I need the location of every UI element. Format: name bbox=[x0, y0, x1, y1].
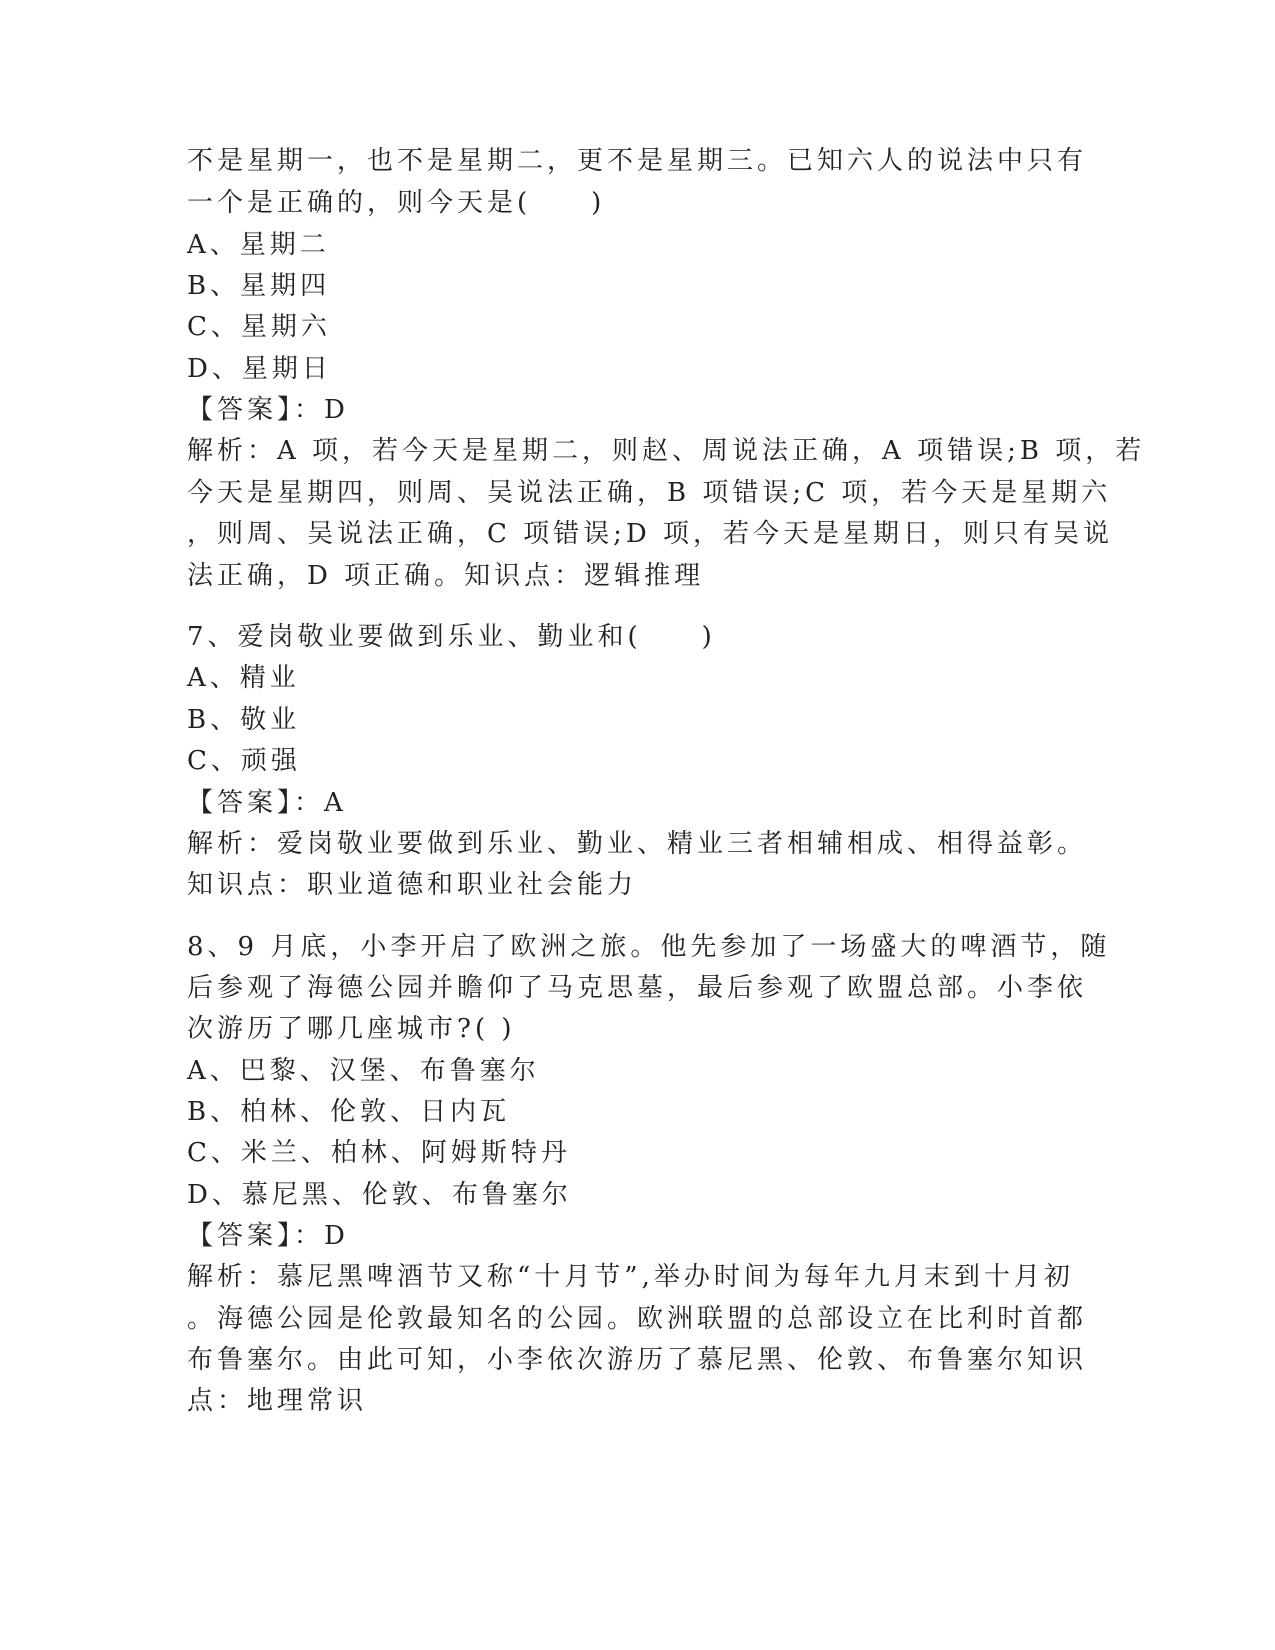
q8-analysis-line-3: 布鲁塞尔。由此可知，小李依次游历了慕尼黑、伦敦、布鲁塞尔知识 bbox=[187, 1345, 1088, 1375]
q8-analysis-line-2: 。海德公园是伦敦最知名的公园。欧洲联盟的总部设立在比利时首都 bbox=[187, 1304, 1088, 1334]
q6-option-a: A、星期二 bbox=[187, 230, 330, 260]
q8-answer: 【答案】：D bbox=[187, 1221, 349, 1251]
q8-stem-line-2: 后参观了海德公园并瞻仰了马克思墓，最后参观了欧盟总部。小李依 bbox=[187, 973, 1088, 1003]
q6-answer: 【答案】：D bbox=[187, 395, 349, 425]
q6-option-c: C、星期六 bbox=[187, 312, 331, 342]
q8-option-b: B、柏林、伦敦、日内瓦 bbox=[187, 1097, 511, 1127]
q7-answer: 【答案】：A bbox=[187, 788, 347, 818]
q6-option-d: D、星期日 bbox=[187, 354, 332, 384]
q7-analysis-line-1: 解析：爱岗敬业要做到乐业、勤业、精业三者相辅相成、相得益彰。 bbox=[187, 829, 1088, 859]
q8-option-d: D、慕尼黑、伦敦、布鲁塞尔 bbox=[187, 1180, 572, 1210]
q6-analysis-line-2: 今天是星期四，则周、吴说法正确，B 项错误;C 项，若今天是星期六 bbox=[187, 478, 1112, 508]
q7-option-c: C、顽强 bbox=[187, 746, 301, 776]
q6-stem-line-1: 不是星期一，也不是星期二，更不是星期三。已知六人的说法中只有 bbox=[187, 146, 1088, 176]
q8-option-a: A、巴黎、汉堡、布鲁塞尔 bbox=[187, 1056, 540, 1086]
q6-analysis-line-1: 解析：A 项，若今天是星期二，则赵、周说法正确，A 项错误;B 项，若 bbox=[187, 436, 1146, 466]
q8-analysis-line-1: 解析：慕尼黑啤酒节又称“十月节”,举办时间为每年九月末到十月初 bbox=[187, 1262, 1074, 1292]
q6-stem-line-2: 一个是正确的，则今天是( ) bbox=[187, 188, 606, 218]
q7-analysis-line-2: 知识点：职业道德和职业社会能力 bbox=[187, 870, 638, 900]
q7-option-b: B、敬业 bbox=[187, 705, 301, 735]
q6-option-b: B、星期四 bbox=[187, 271, 331, 301]
q7-stem-line-1: 7、爱岗敬业要做到乐业、勤业和( ) bbox=[187, 622, 716, 652]
q8-stem-line-1: 8、9 月底，小李开启了欧洲之旅。他先参加了一场盛大的啤酒节，随 bbox=[187, 932, 1111, 962]
q8-stem-line-3: 次游历了哪几座城市?( ) bbox=[187, 1014, 516, 1044]
q8-analysis-line-4: 点：地理常识 bbox=[187, 1386, 368, 1416]
q8-option-c: C、米兰、柏林、阿姆斯特丹 bbox=[187, 1138, 571, 1168]
q7-option-a: A、精业 bbox=[187, 663, 300, 693]
q6-analysis-line-4: 法正确，D 项正确。知识点：逻辑推理 bbox=[187, 561, 705, 591]
q6-analysis-line-3: ，则周、吴说法正确，C 项错误;D 项，若今天是星期日，则只有吴说 bbox=[187, 519, 1114, 549]
